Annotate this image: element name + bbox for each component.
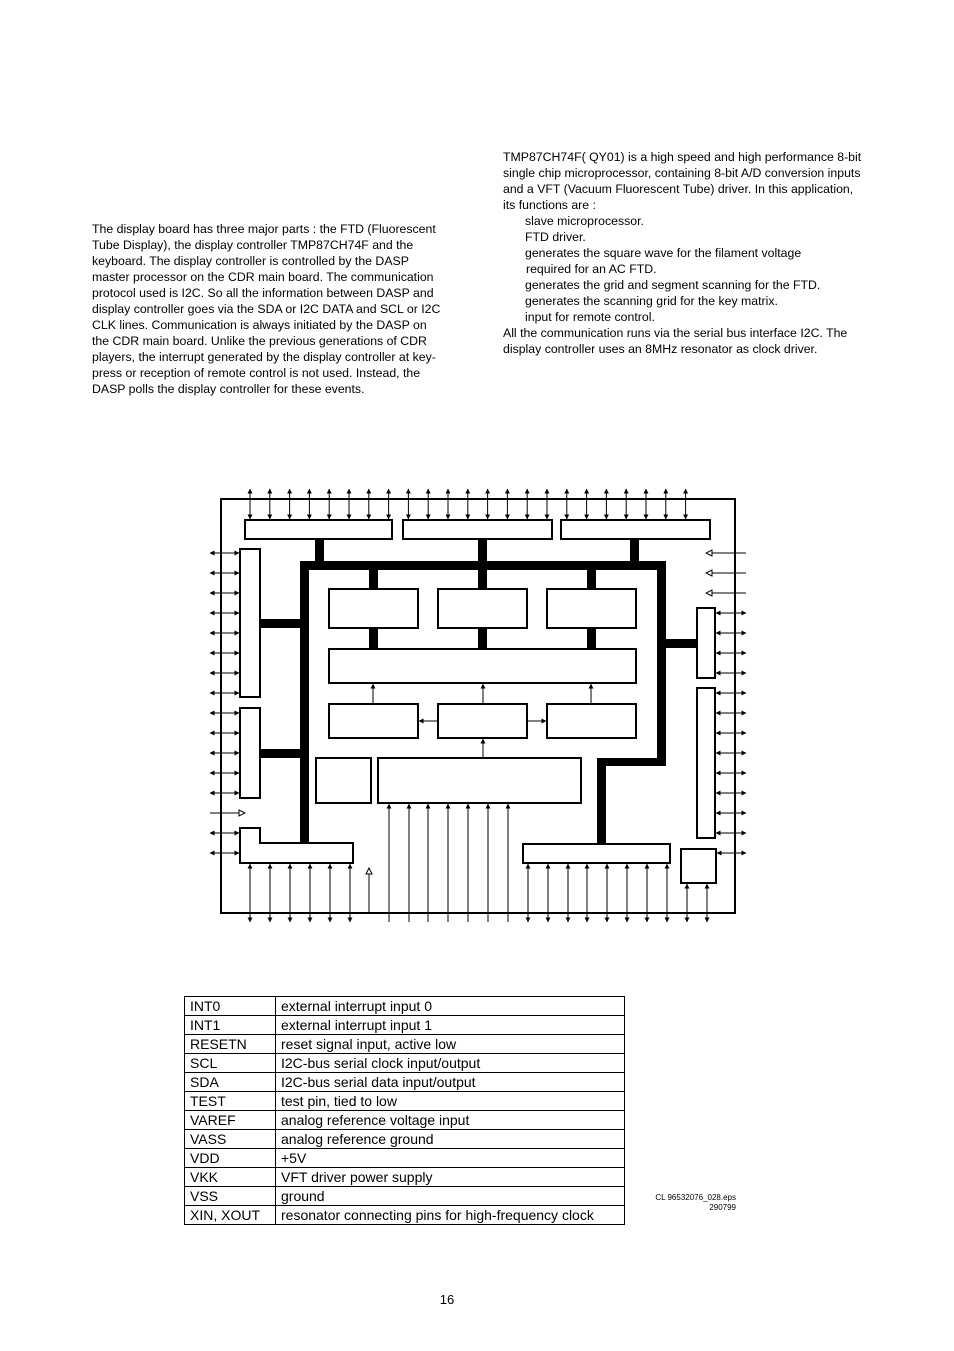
pin-description-table xyxy=(184,996,625,1225)
function-item: required for an AC FTD. xyxy=(526,262,657,276)
cpu-core-block xyxy=(329,649,636,683)
pin-row xyxy=(185,1206,625,1225)
pin-description: I2C-bus serial data input/output xyxy=(276,1073,625,1092)
pin-description: reset signal input, active low xyxy=(276,1035,625,1054)
pin-description: +5V xyxy=(276,1149,625,1168)
pin-row xyxy=(185,1130,625,1149)
ad-converter-block xyxy=(378,758,581,803)
port-block-top-left xyxy=(245,520,392,539)
function-block-7 xyxy=(316,758,371,803)
pin-name: VASS xyxy=(185,1130,276,1149)
port-block-left-lower xyxy=(240,708,260,798)
pin-row xyxy=(185,1054,625,1073)
overview-paragraph: The display board has three major parts : the FTD (Fluorescent Tube Display), the display controller TMP87CH74F and the keyboard. The display controller is controlled by the DASP master processor on the CDR main board. The communication protocol used is I2C. So all the information between DASP and display controller goes via the SDA or I2C DATA and SCL or I2C CLK lines. Communication is always initiated by the DASP on the CDR main board. Unlike the previous generations of CDR players, the interrupt generated by the display controller at key-press or reception of remote control is not used. Instead, the DASP polls the display controller for these events. xyxy=(92,222,441,396)
function-item: slave microprocessor. xyxy=(525,214,644,228)
pin-description: I2C-bus serial clock input/output xyxy=(276,1054,625,1073)
top-pins xyxy=(250,489,686,519)
pin-name: INT1 xyxy=(185,1016,276,1035)
function-block-3 xyxy=(547,589,636,628)
pin-description: external interrupt input 1 xyxy=(276,1016,625,1035)
pin-description: analog reference voltage input xyxy=(276,1111,625,1130)
pin-name: VAREF xyxy=(185,1111,276,1130)
function-item: generates the scanning grid for the key matrix. xyxy=(525,294,778,308)
function-block-4 xyxy=(329,704,418,738)
pin-row xyxy=(185,997,625,1016)
function-item: FTD driver. xyxy=(525,230,586,244)
controller-intro: TMP87CH74F( QY01) is a high speed and high performance 8-bit single chip microprocessor, containing 8-bit A/D conversion inputs and a VFT (Vacuum Fluorescent Tube) driver. In this application, its functions are : xyxy=(503,150,862,212)
pin-name: TEST xyxy=(185,1092,276,1111)
function-block-5 xyxy=(438,704,527,738)
port-block-left-upper xyxy=(240,549,260,697)
pin-description: VFT driver power supply xyxy=(276,1168,625,1187)
file-date: 290799 xyxy=(709,1203,736,1212)
file-name: CL 96532076_028.eps xyxy=(655,1193,736,1202)
controller-outro: All the communication runs via the serial bus interface I2C. The display controller uses an 8MHz resonator as clock driver. xyxy=(503,326,848,356)
function-block-2 xyxy=(438,589,527,628)
port-block-bottom-right xyxy=(523,844,670,863)
pin-description: ground xyxy=(276,1187,625,1206)
port-block-right-lower xyxy=(697,688,715,838)
port-block-bottom-left xyxy=(240,828,353,863)
pin-row xyxy=(185,1111,625,1130)
pin-row xyxy=(185,1035,625,1054)
pin-row xyxy=(185,1187,625,1206)
port-block-top-right xyxy=(561,520,710,539)
port-block-top-center xyxy=(403,520,552,539)
pin-description: resonator connecting pins for high-frequency clock xyxy=(276,1206,625,1225)
pin-name: SDA xyxy=(185,1073,276,1092)
pin-name: VKK xyxy=(185,1168,276,1187)
oscillator-block xyxy=(681,849,716,883)
page-number: 16 xyxy=(439,1292,455,1307)
pin-row xyxy=(185,1092,625,1111)
pin-name: SCL xyxy=(185,1054,276,1073)
pin-name: RESETN xyxy=(185,1035,276,1054)
pin-name: XIN, XOUT xyxy=(185,1206,276,1225)
function-item: generates the grid and segment scanning for the FTD. xyxy=(525,278,821,292)
pin-row xyxy=(185,1168,625,1187)
function-block-6 xyxy=(547,704,636,738)
pin-description: test pin, tied to low xyxy=(276,1092,625,1111)
pin-description: analog reference ground xyxy=(276,1130,625,1149)
pin-name: VDD xyxy=(185,1149,276,1168)
function-item: input for remote control. xyxy=(525,310,655,324)
function-item: generates the square wave for the filament voltage xyxy=(525,246,802,260)
pin-row xyxy=(185,1073,625,1092)
file-reference xyxy=(600,1193,736,1213)
pin-name: VSS xyxy=(185,1187,276,1206)
function-block-1 xyxy=(329,589,418,628)
pin-row xyxy=(185,1149,625,1168)
port-block-right-upper xyxy=(697,608,715,678)
pin-name: INT0 xyxy=(185,997,276,1016)
pin-description: external interrupt input 0 xyxy=(276,997,625,1016)
pin-row xyxy=(185,1016,625,1035)
